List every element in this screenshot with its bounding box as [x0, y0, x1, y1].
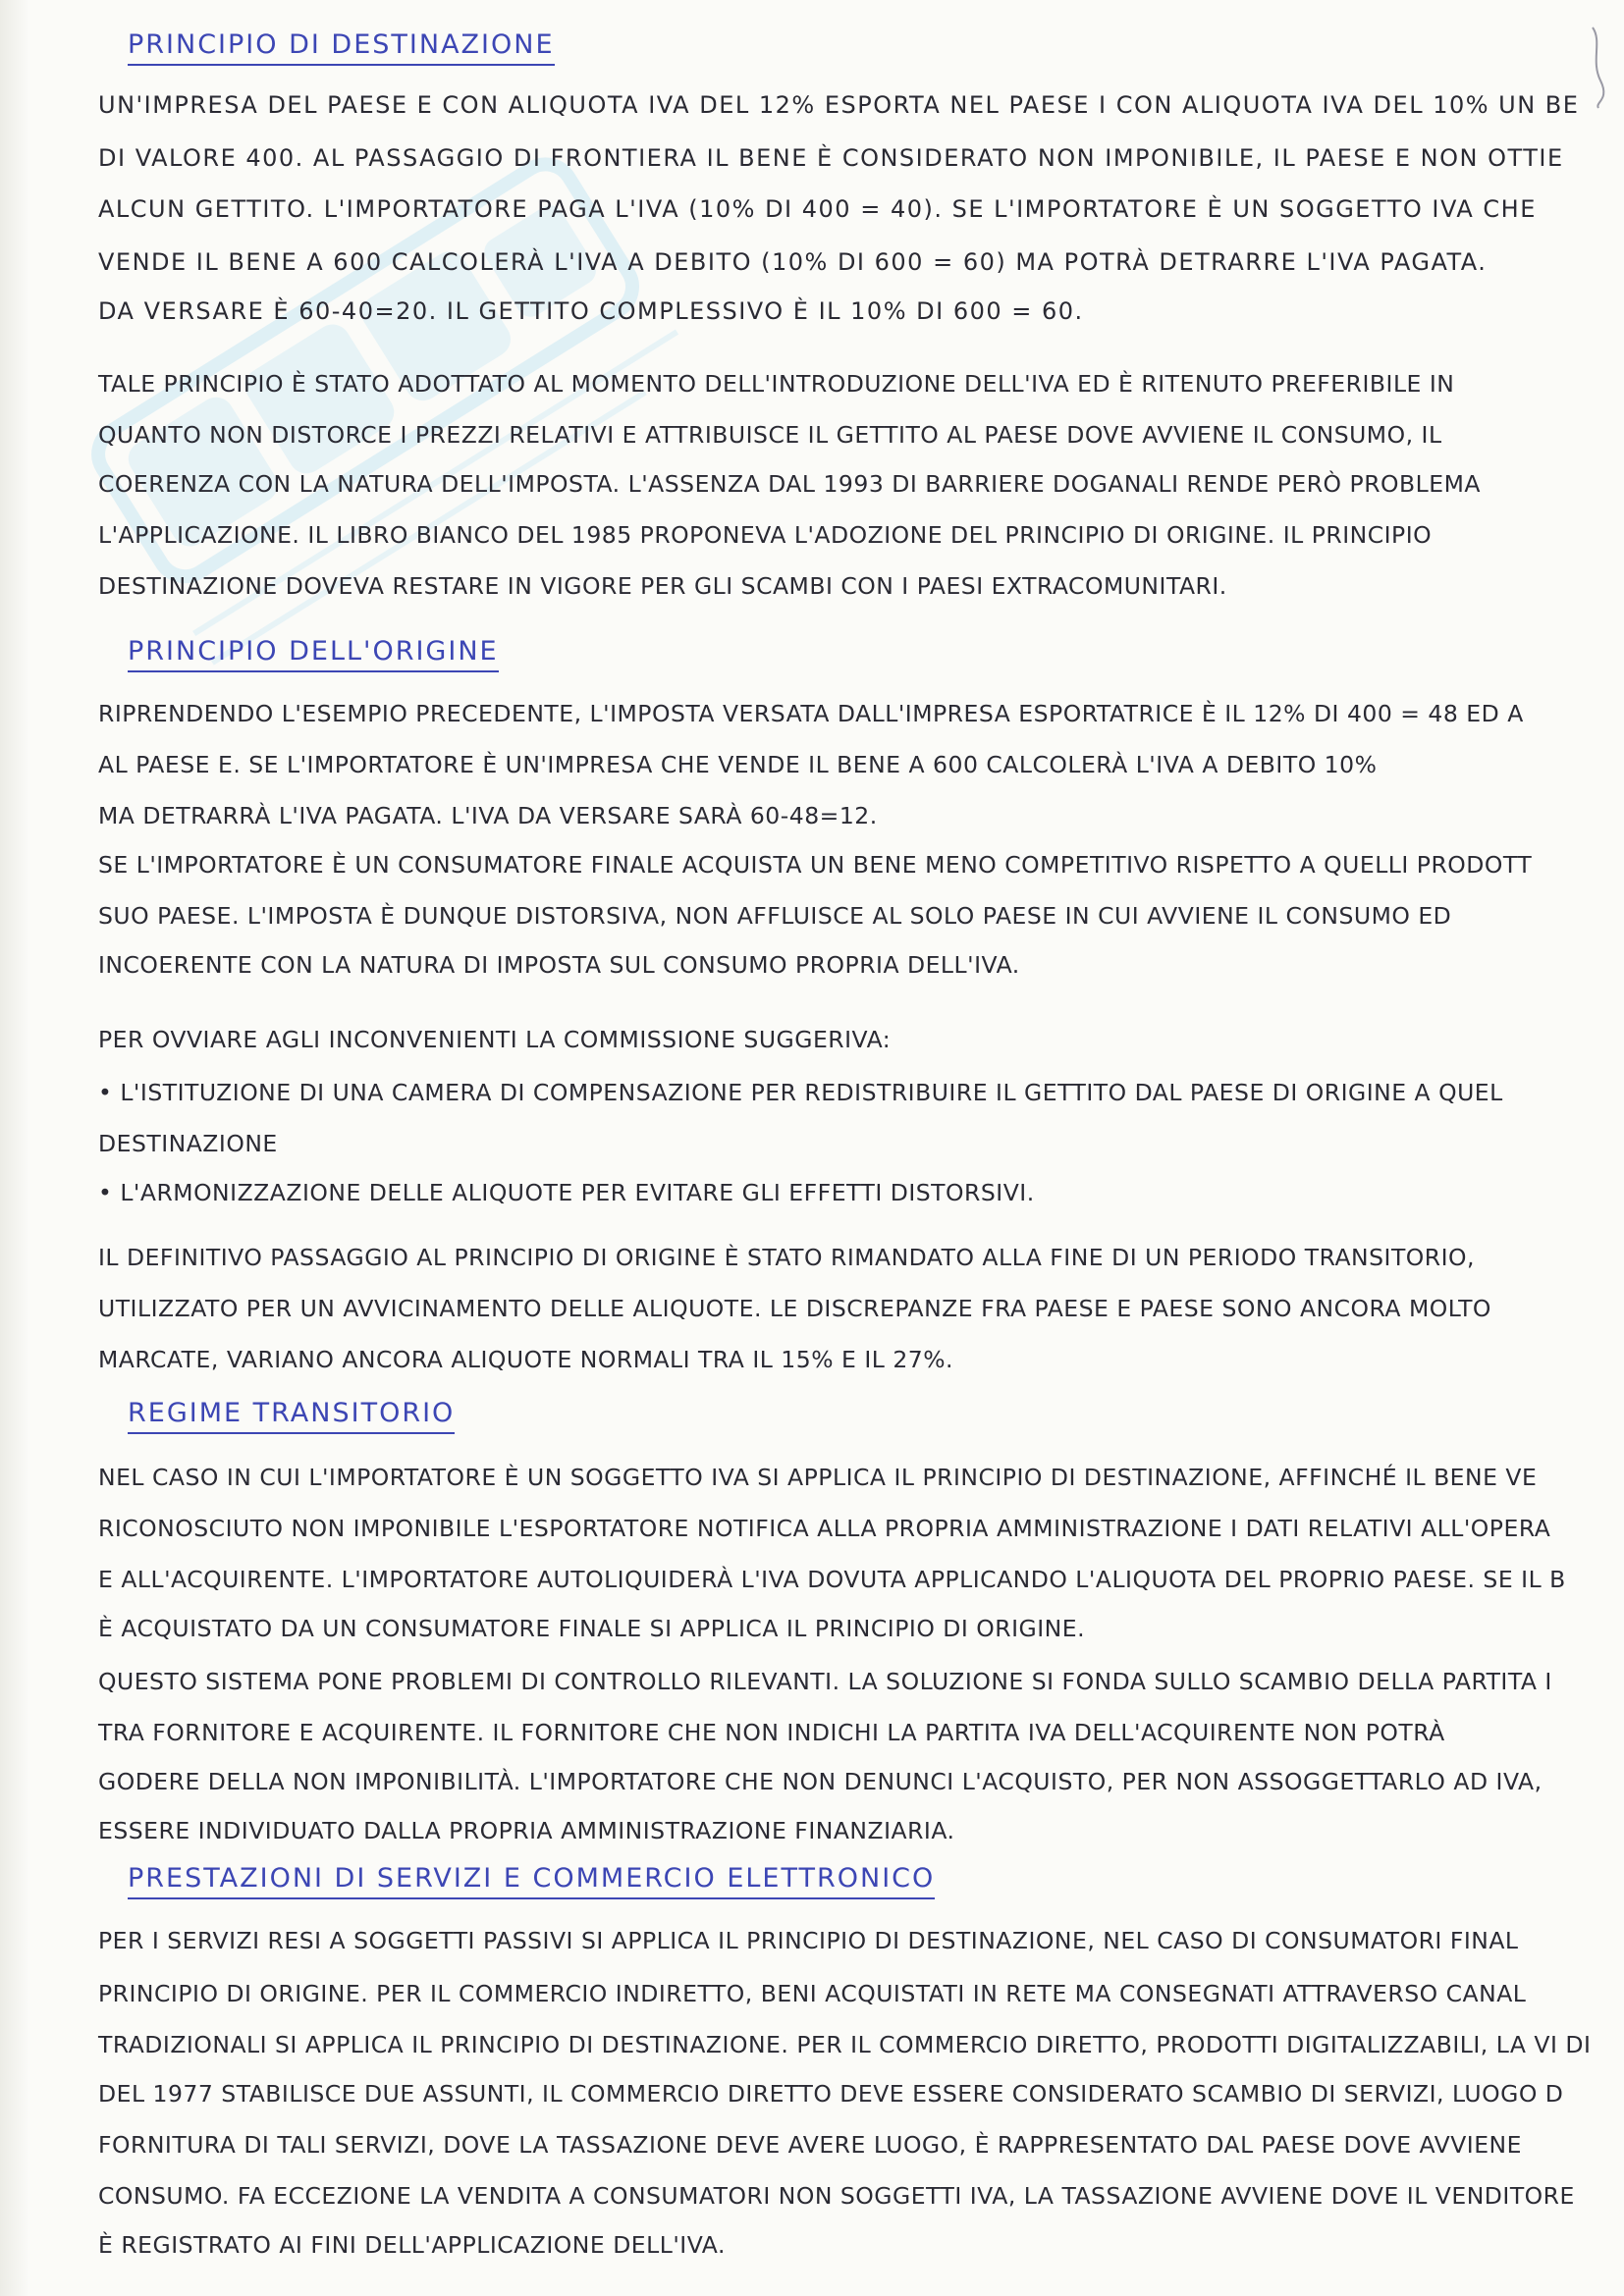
- text-line: DESTINAZIONE: [98, 1130, 278, 1157]
- text-line: RICONOSCIUTO NON IMPONIBILE L'ESPORTATORE NOTIFICA ALLA PROPRIA AMMINISTRAZIONE I DATI RELATIVI ALL'OPERA: [98, 1515, 1551, 1542]
- text-line: PRINCIPIO DI ORIGINE. PER IL COMMERCIO INDIRETTO, BENI ACQUISTATI IN RETE MA CONSEGNATI ATTRAVERSO CANAL: [98, 1980, 1527, 2007]
- text-line: L'APPLICAZIONE. IL LIBRO BIANCO DEL 1985 PROPONEVA L'ADOZIONE DEL PRINCIPIO DI ORIGINE. IL PRINCIPIO: [98, 521, 1433, 549]
- text-line: È REGISTRATO AI FINI DELL'APPLICAZIONE DELL'IVA.: [98, 2231, 726, 2259]
- text-line: FORNITURA DI TALI SERVIZI, DOVE LA TASSAZIONE DEVE AVERE LUOGO, È RAPPRESENTATO DAL PAESE DOVE AVVIENE: [98, 2131, 1522, 2159]
- text-line: SUO PAESE. L'IMPOSTA È DUNQUE DISTORSIVA, NON AFFLUISCE AL SOLO PAESE IN CUI AVVIENE IL CONSUMO ED: [98, 902, 1452, 930]
- text-line: ESSERE INDIVIDUATO DALLA PROPRIA AMMINISTRAZIONE FINANZIARIA.: [98, 1817, 955, 1844]
- heading-prestazioni-servizi: PRESTAZIONI DI SERVIZI E COMMERCIO ELETTRONICO: [128, 1863, 935, 1899]
- bullet-item: • L'ARMONIZZAZIONE DELLE ALIQUOTE PER EVITARE GLI EFFETTI DISTORSIVI.: [98, 1179, 1035, 1206]
- margin-mark: [1589, 22, 1606, 110]
- text-line: IL DEFINITIVO PASSAGGIO AL PRINCIPIO DI ORIGINE È STATO RIMANDATO ALLA FINE DI UN PERIODO TRANSITORIO,: [98, 1244, 1476, 1271]
- text-line: SE L'IMPORTATORE È UN CONSUMATORE FINALE ACQUISTA UN BENE MENO COMPETITIVO RISPETTO A QUELLI PRODOTT: [98, 851, 1533, 879]
- text-line: TRA FORNITORE E ACQUIRENTE. IL FORNITORE CHE NON INDICHI LA PARTITA IVA DELL'ACQUIRENTE NON POTRÀ: [98, 1719, 1445, 1746]
- text-line: MARCATE, VARIANO ANCORA ALIQUOTE NORMALI TRA IL 15% E IL 27%.: [98, 1346, 954, 1373]
- text-line: GODERE DELLA NON IMPONIBILITÀ. L'IMPORTATORE CHE NON DENUNCI L'ACQUISTO, PER NON ASSOGGETTARLO AD IVA,: [98, 1768, 1543, 1795]
- text-line: ALCUN GETTITO. L'IMPORTATORE PAGA L'IVA (10% DI 400 = 40). SE L'IMPORTATORE È UN SOGGETTO IVA CHE: [98, 195, 1537, 223]
- text-line: TRADIZIONALI SI APPLICA IL PRINCIPIO DI DESTINAZIONE. PER IL COMMERCIO DIRETTO, PRODOTTI DIGITALIZZABILI, LA VI DI: [98, 2031, 1592, 2058]
- text-line: CONSUMO. FA ECCEZIONE LA VENDITA A CONSUMATORI NON SOGGETTI IVA, LA TASSAZIONE AVVIENE DOVE IL VENDITORE: [98, 2182, 1575, 2210]
- text-line: PER I SERVIZI RESI A SOGGETTI PASSIVI SI APPLICA IL PRINCIPIO DI DESTINAZIONE, NEL CASO DI CONSUMATORI FINAL: [98, 1927, 1519, 1954]
- text-line: TALE PRINCIPIO È STATO ADOTTATO AL MOMENTO DELL'INTRODUZIONE DELL'IVA ED È RITENUTO PREFERIBILE IN: [98, 370, 1455, 398]
- scan-edge-shadow: [0, 0, 29, 2296]
- text-line: DEL 1977 STABILISCE DUE ASSUNTI, IL COMMERCIO DIRETTO DEVE ESSERE CONSIDERATO SCAMBIO DI SERVIZI, LUOGO D: [98, 2080, 1564, 2108]
- heading-regime-transitorio: REGIME TRANSITORIO: [128, 1398, 455, 1434]
- text-line: PER OVVIARE AGLI INCONVENIENTI LA COMMISSIONE SUGGERIVA:: [98, 1026, 892, 1053]
- text-line: AL PAESE E. SE L'IMPORTATORE È UN'IMPRESA CHE VENDE IL BENE A 600 CALCOLERÀ L'IVA A DEBITO 10%: [98, 751, 1378, 778]
- text-line: RIPRENDENDO L'ESEMPIO PRECEDENTE, L'IMPOSTA VERSATA DALL'IMPRESA ESPORTATRICE È IL 12% DI 400 = 48 ED A: [98, 700, 1524, 727]
- text-line: QUESTO SISTEMA PONE PROBLEMI DI CONTROLLO RILEVANTI. LA SOLUZIONE SI FONDA SULLO SCAMBIO DELLA PARTITA I: [98, 1668, 1552, 1695]
- text-line: QUANTO NON DISTORCE I PREZZI RELATIVI E ATTRIBUISCE IL GETTITO AL PAESE DOVE AVVIENE IL CONSUMO, IL: [98, 421, 1442, 449]
- text-line: È ACQUISTATO DA UN CONSUMATORE FINALE SI APPLICA IL PRINCIPIO DI ORIGINE.: [98, 1615, 1086, 1642]
- bullet-item: • L'ISTITUZIONE DI UNA CAMERA DI COMPENSAZIONE PER REDISTRIBUIRE IL GETTITO DAL PAESE DI ORIGINE A QUEL: [98, 1079, 1503, 1106]
- text-line: UN'IMPRESA DEL PAESE E CON ALIQUOTA IVA DEL 12% ESPORTA NEL PAESE I CON ALIQUOTA IVA DEL 10% UN BE: [98, 91, 1580, 119]
- text-line: COERENZA CON LA NATURA DELL'IMPOSTA. L'ASSENZA DAL 1993 DI BARRIERE DOGANALI RENDE PERÒ PROBLEMA: [98, 470, 1481, 498]
- text-line: VENDE IL BENE A 600 CALCOLERÀ L'IVA A DEBITO (10% DI 600 = 60) MA POTRÀ DETRARRE L'IVA PAGATA.: [98, 248, 1488, 276]
- text-line: E ALL'ACQUIRENTE. L'IMPORTATORE AUTOLIQUIDERÀ L'IVA DOVUTA APPLICANDO L'ALIQUOTA DEL PROPRIO PAESE. SE IL B: [98, 1566, 1566, 1593]
- heading-principio-destinazione: PRINCIPIO DI DESTINAZIONE: [128, 29, 555, 66]
- text-line: DA VERSARE È 60-40=20. IL GETTITO COMPLESSIVO È IL 10% DI 600 = 60.: [98, 297, 1084, 325]
- text-line: NEL CASO IN CUI L'IMPORTATORE È UN SOGGETTO IVA SI APPLICA IL PRINCIPIO DI DESTINAZIONE, AFFINCHÉ IL BENE VE: [98, 1464, 1538, 1491]
- text-line: UTILIZZATO PER UN AVVICINAMENTO DELLE ALIQUOTE. LE DISCREPANZE FRA PAESE E PAESE SONO ANCORA MOLTO: [98, 1295, 1491, 1322]
- text-line: DESTINAZIONE DOVEVA RESTARE IN VIGORE PER GLI SCAMBI CON I PAESI EXTRACOMUNITARI.: [98, 572, 1227, 600]
- text-line: MA DETRARRÀ L'IVA PAGATA. L'IVA DA VERSARE SARÀ 60-48=12.: [98, 802, 878, 829]
- text-line: DI VALORE 400. AL PASSAGGIO DI FRONTIERA IL BENE È CONSIDERATO NON IMPONIBILE, IL PAESE E NON OTTIE: [98, 144, 1564, 172]
- heading-principio-origine: PRINCIPIO DELL'ORIGINE: [128, 636, 499, 672]
- text-line: INCOERENTE CON LA NATURA DI IMPOSTA SUL CONSUMO PROPRIA DELL'IVA.: [98, 951, 1020, 979]
